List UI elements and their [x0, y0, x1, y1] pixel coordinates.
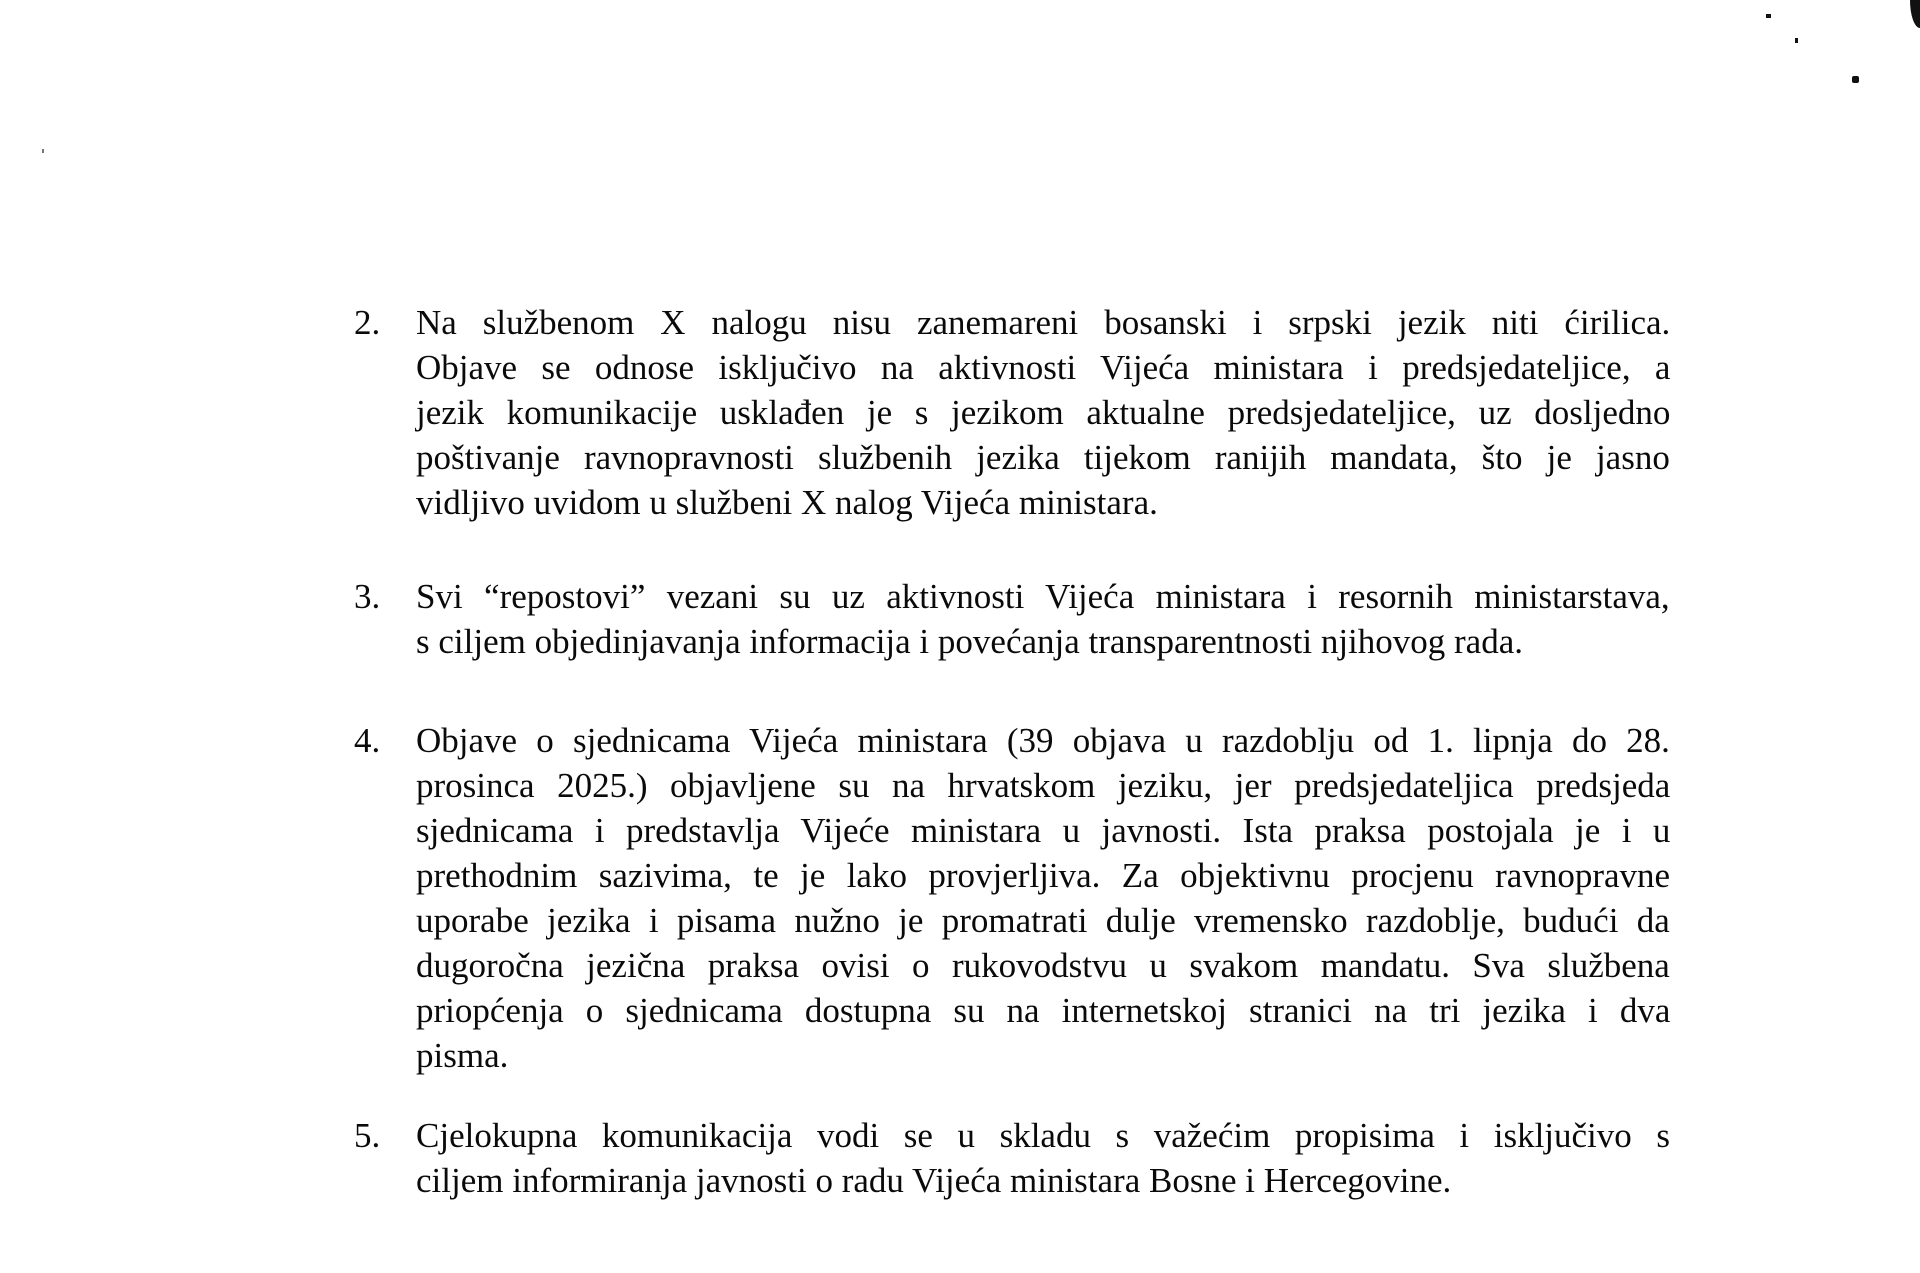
text-line: Na službenom X nalogu nisu zanemareni bosanski i srpski jezik niti ćirilica. [416, 303, 1671, 342]
text-line: prosinca 2025.) objavljene su na hrvatskom jeziku, jer predsjedateljica predsjeda [416, 766, 1671, 805]
item-number: 3. [354, 577, 381, 616]
text-line: s ciljem objedinjavanja informacija i povećanja transparentnosti njihovog rada. [416, 622, 1523, 661]
text-line: Svi “repostovi” vezani su uz aktivnosti Vijeća ministara i resornih ministarstava, [416, 577, 1670, 616]
text-line: Objave o sjednicama Vijeća ministara (39 objava u razdoblju od 1. lipnja do 28. [416, 721, 1670, 760]
item-text [416, 300, 1670, 525]
text-line: vidljivo uvidom u službeni X nalog Vijeća ministara. [416, 483, 1158, 522]
text-line: jezik komunikacije usklađen je s jezikom aktualne predsjedateljice, uz dosljedno [416, 393, 1671, 432]
scan-speck [1852, 76, 1859, 83]
scan-edge-mark [1910, 0, 1920, 28]
text-line: ciljem informiranja javnosti o radu Vijeća ministara Bosne i Hercegovine. [416, 1161, 1452, 1200]
text-line: sjednicama i predstavlja Vijeće ministara u javnosti. Ista praksa postojala je i u [416, 811, 1671, 850]
text-line: Cjelokupna komunikacija vodi se u skladu s važećim propisima i isključivo s [416, 1116, 1670, 1155]
text-line: pisma. [416, 1036, 509, 1075]
item-number: 5. [354, 1116, 381, 1155]
scan-speck [1766, 14, 1771, 18]
item-number: 2. [354, 303, 381, 342]
text-line: Objave se odnose isključivo na aktivnosti Vijeća ministara i predsjedateljice, a [416, 348, 1671, 387]
scan-speck [42, 149, 44, 153]
text-line: priopćenja o sjednicama dostupna su na internetskoj stranici na tri jezika i dva [416, 991, 1671, 1030]
text-line: dugoročna jezična praksa ovisi o rukovodstvu u svakom mandatu. Sva službena [416, 946, 1670, 985]
text-line: prethodnim sazivima, te je lako provjerljiva. Za objektivnu procjenu ravnopravne [416, 856, 1671, 895]
scan-speck [1795, 38, 1798, 43]
item-text [416, 718, 1670, 1078]
item-text [416, 574, 1670, 664]
text-line: poštivanje ravnopravnosti službenih jezika tijekom ranijih mandata, što je jasno [416, 438, 1670, 477]
item-text [416, 1113, 1670, 1203]
text-line: uporabe jezika i pisama nužno je promatrati dulje vremensko razdoblje, budući da [416, 901, 1670, 940]
item-number: 4. [354, 721, 381, 760]
